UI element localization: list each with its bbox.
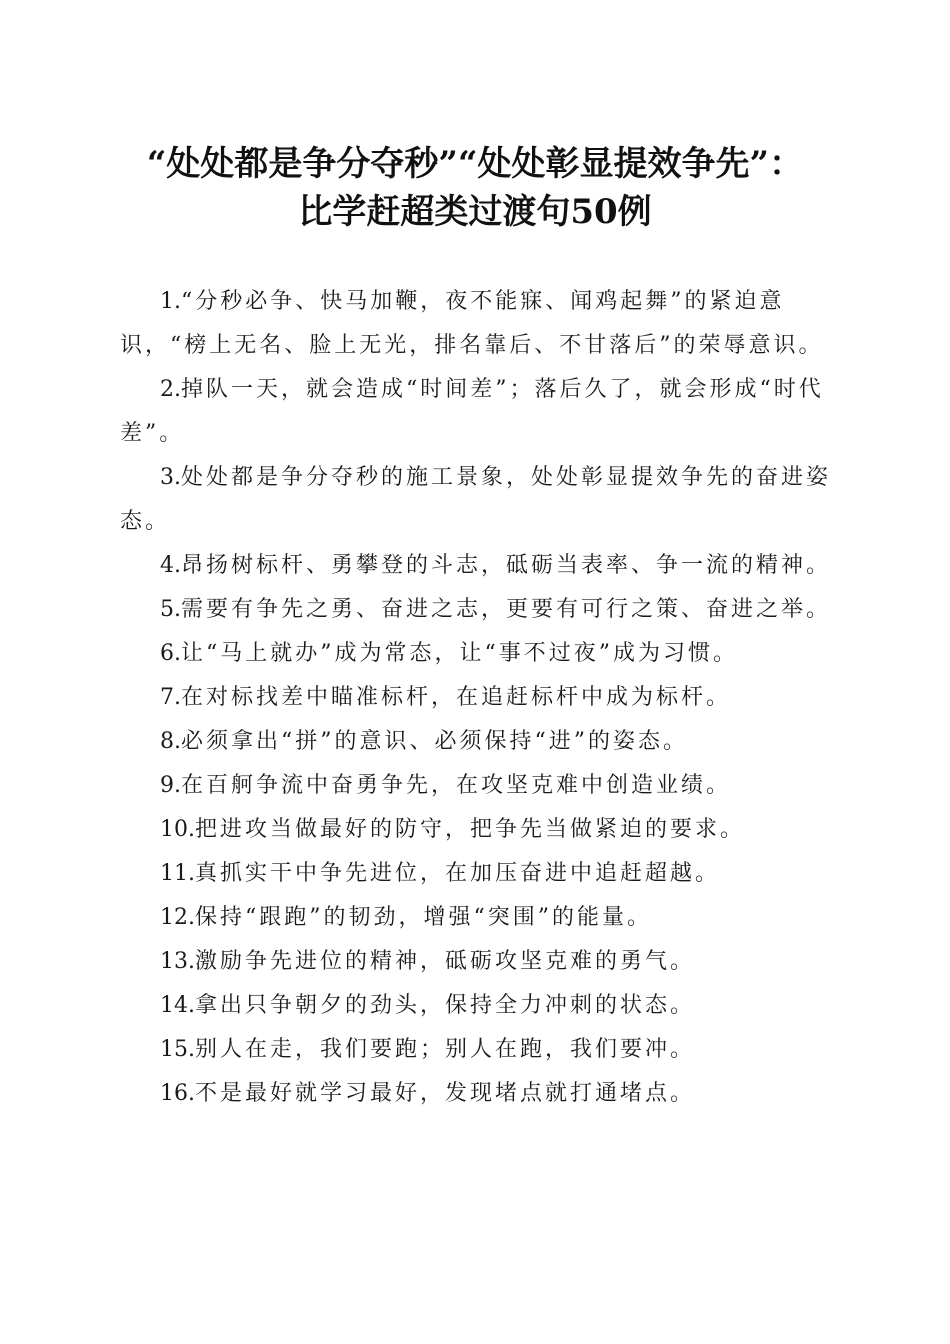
item-text: 真抓实干中争先进位，在加压奋进中追赶超越。 <box>195 861 721 886</box>
item-text: 让“马上就办”成为常态，让“事不过夜”成为习惯。 <box>181 641 738 666</box>
item-text: 保持“跟跑”的韧劲，增强“突围”的能量。 <box>195 905 652 930</box>
item-number: 11. <box>160 861 195 886</box>
item-text: 在百舸争流中奋勇争先，在攻坚克难中创造业绩。 <box>181 773 732 798</box>
item-number: 1. <box>160 289 181 314</box>
list-item <box>120 808 840 852</box>
item-number: 8. <box>160 729 181 754</box>
item-number: 12. <box>160 905 195 930</box>
item-text: 拿出只争朝夕的劲头，保持全力冲刺的状态。 <box>195 993 696 1018</box>
item-text: 掉队一天，就会造成“时间差”；落后久了，就会形成“时代差”。 <box>120 377 824 446</box>
list-item <box>120 632 840 676</box>
list-item <box>120 720 840 764</box>
item-text: 别人在走，我们要跑；别人在跑，我们要冲。 <box>195 1037 696 1062</box>
list-item <box>120 588 840 632</box>
document-title-line-1: “处处都是争分夺秒”“处处彰显提效争先”： <box>146 144 804 184</box>
list-item <box>120 896 840 940</box>
item-number: 13. <box>160 949 195 974</box>
item-number: 14. <box>160 993 195 1018</box>
item-number: 10. <box>160 817 195 842</box>
list-item <box>120 1028 840 1072</box>
list-item <box>120 1072 840 1116</box>
item-text: 昂扬树标杆、勇攀登的斗志，砥砺当表率、争一流的精神。 <box>181 553 832 578</box>
item-text: 激励争先进位的精神，砥砺攻坚克难的勇气。 <box>195 949 696 974</box>
item-number: 16. <box>160 1081 195 1106</box>
item-number: 5. <box>160 597 181 622</box>
list-item <box>120 544 840 588</box>
list-item <box>120 764 840 808</box>
list-item <box>120 984 840 1028</box>
item-text: 不是最好就学习最好，发现堵点就打通堵点。 <box>195 1081 696 1106</box>
item-text: 需要有争先之勇、奋进之志，更要有可行之策、奋进之举。 <box>181 597 832 622</box>
item-number: 2. <box>160 377 181 402</box>
list-item <box>120 456 840 544</box>
document-title-line-2: 比学赶超类过渡句50例 <box>298 192 652 232</box>
item-text: 必须拿出“拼”的意识、必须保持“进”的姿态。 <box>181 729 688 754</box>
item-text: “分秒必争、快马加鞭，夜不能寐、闻鸡起舞”的紧迫意识，“榜上无名、脸上无光，排名靠后、不甘落后”的荣辱意识。 <box>120 289 824 358</box>
list-item <box>120 852 840 896</box>
item-number: 3. <box>160 465 181 490</box>
item-number: 6. <box>160 641 181 666</box>
document-body <box>120 280 840 1116</box>
item-text: 把进攻当做最好的防守，把争先当做紧迫的要求。 <box>195 817 746 842</box>
list-item <box>120 368 840 456</box>
item-number: 9. <box>160 773 181 798</box>
item-number: 7. <box>160 685 181 710</box>
item-number: 4. <box>160 553 181 578</box>
list-item <box>120 280 840 368</box>
item-text: 在对标找差中瞄准标杆，在追赶标杆中成为标杆。 <box>181 685 732 710</box>
item-number: 15. <box>160 1037 195 1062</box>
list-item <box>120 676 840 720</box>
item-text: 处处都是争分夺秒的施工景象，处处彰显提效争先的奋进姿态。 <box>120 465 832 534</box>
list-item <box>120 940 840 984</box>
